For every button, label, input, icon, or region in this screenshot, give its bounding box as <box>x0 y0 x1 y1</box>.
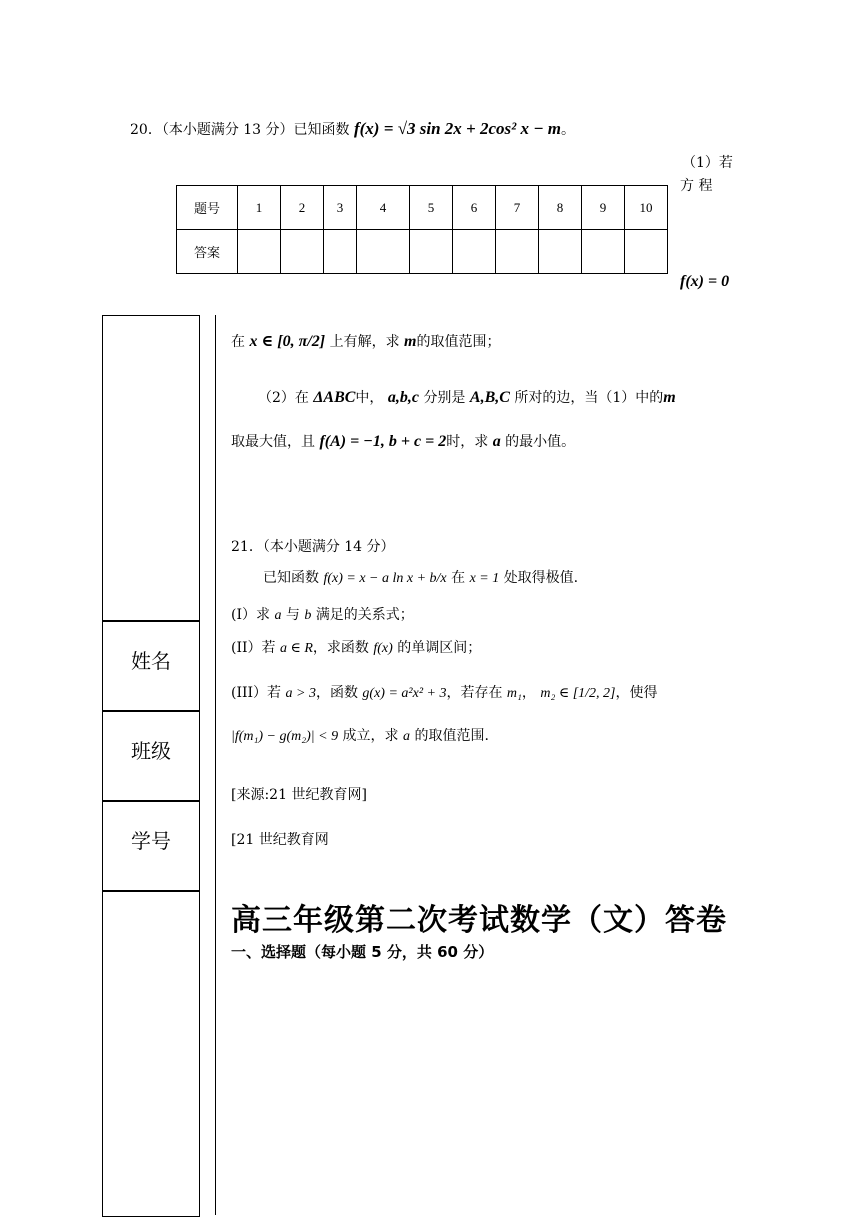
answer-cell[interactable] <box>453 230 496 274</box>
q20-part2-line2-b: 时，求 <box>446 434 489 450</box>
student-id-box <box>102 800 200 892</box>
class-label: 班级 <box>131 739 171 763</box>
q21-part3-inequality: |f(m₁) − g(m₂)| < 9 <box>231 729 339 744</box>
q21-header: 21．（本小题满分 14 分） <box>231 539 395 555</box>
class-box <box>102 710 200 802</box>
table-cell-number: 9 <box>582 186 625 230</box>
q20-part1-post: 上有解，求 <box>329 334 400 350</box>
table-cell-number: 6 <box>453 186 496 230</box>
q20-part2-angles: A,B,C <box>469 389 510 406</box>
q21-part3-d: ， <box>521 685 536 701</box>
q21-intro-b: 在 <box>451 570 466 586</box>
q21-part2-function: f(x) <box>373 641 393 656</box>
q21-intro-point: x = 1 <box>469 571 500 586</box>
q20-part2-line2-c: 的最小值。 <box>505 434 576 450</box>
q20-side-equation: f(x) = 0 <box>680 273 730 290</box>
q21-intro-a: 已知函数 <box>263 570 319 586</box>
source-note-1: [来源:21 世纪教育网] <box>231 787 367 803</box>
q21-part2-a: (II）若 <box>231 640 276 656</box>
q20-part2-line1 <box>258 387 676 407</box>
q21-part3-line2 <box>231 725 489 745</box>
q20-side-line1: （1）若 <box>682 155 733 171</box>
q21-part3-m1: m₁ <box>506 686 522 701</box>
q20-part2-d: 所对的边，当（1）中的 <box>514 390 664 406</box>
q21-part3-e: ，使得 <box>615 685 658 701</box>
q21-intro <box>263 567 578 587</box>
q21-part3-c: ，若存在 <box>446 685 503 701</box>
table-header-answer: 答案 <box>177 230 238 274</box>
name-label: 姓名 <box>131 649 171 673</box>
q20-header <box>130 119 575 139</box>
q20-part2-condition: f(A) = −1, b + c = 2 <box>319 433 447 450</box>
table-cell-number: 10 <box>625 186 668 230</box>
answer-table-answer-row <box>177 230 668 274</box>
answer-cell[interactable] <box>357 230 410 274</box>
table-cell-number: 2 <box>281 186 324 230</box>
answer-cell[interactable] <box>539 230 582 274</box>
q21-part1-c: 满足的关系式； <box>315 607 414 623</box>
q20-part2-line2 <box>231 431 575 451</box>
q21-part3-f: 成立，求 <box>342 728 399 744</box>
table-cell-number: 4 <box>357 186 410 230</box>
q21-part1-var-a: a <box>274 608 282 623</box>
q20-part1 <box>231 331 501 351</box>
q20-side-line2: 方 程 <box>680 178 713 194</box>
q21-part3-line1 <box>231 682 658 702</box>
q21-part2 <box>231 637 481 657</box>
q21-part3-m2: m₂ ∈ [1/2, 2] <box>540 686 616 701</box>
q21-intro-function: f(x) = x − a ln x + b/x <box>323 571 447 586</box>
q20-part2-b: 中， <box>355 390 384 406</box>
student-id-label: 学号 <box>131 829 171 853</box>
answer-cell[interactable] <box>625 230 668 274</box>
answer-cell[interactable] <box>582 230 625 274</box>
q21-part2-c: 的单调区间； <box>397 640 482 656</box>
section-heading: 一、选择题（每小题 5 分，共 60 分） <box>231 943 494 961</box>
q20-part2-c: 分别是 <box>423 390 466 406</box>
binding-box-bottom <box>102 890 200 1217</box>
answer-sheet-title: 高三年级第二次考试数学（文）答卷 <box>231 903 727 938</box>
answer-cell[interactable] <box>496 230 539 274</box>
binding-line <box>215 315 216 1215</box>
table-cell-number: 5 <box>410 186 453 230</box>
q20-part1-var: m <box>404 333 417 350</box>
table-header-number: 题号 <box>177 186 238 230</box>
q21-part1-var-b: b <box>304 608 312 623</box>
q20-part2-a: （2）在 <box>258 390 309 406</box>
q21-part3-condition: a > 3 <box>285 686 316 701</box>
q21-part3-g: 的取值范围. <box>414 728 489 744</box>
q21-part1-a: (I）求 <box>231 607 270 623</box>
q21-part3-a: (III）若 <box>231 685 282 701</box>
q21-part3-function: g(x) = a²x² + 3 <box>362 686 447 701</box>
binding-box-top <box>102 315 200 622</box>
q20-period: 。 <box>561 122 575 138</box>
q20-function: f(x) = √3 sin 2x + 2cos² x − m <box>353 119 561 138</box>
q20-part2-m: m <box>663 389 676 406</box>
q21-intro-c: 处取得极值. <box>503 570 579 586</box>
q21-part2-b: ，求函数 <box>312 640 369 656</box>
table-cell-number: 7 <box>496 186 539 230</box>
q20-part2-line2-a: 取最大值，且 <box>231 434 315 450</box>
q20-part2-sides: a,b,c <box>387 389 419 406</box>
q20-part1-end: 的取值范围； <box>416 334 501 350</box>
table-cell-number: 8 <box>539 186 582 230</box>
q20-header-text: 20．（本小题满分 13 分）已知函数 <box>130 122 350 138</box>
answer-cell[interactable] <box>410 230 453 274</box>
q21-part1-b: 与 <box>285 607 300 623</box>
q21-part3-b: ，函数 <box>315 685 358 701</box>
answer-table <box>176 185 668 274</box>
q20-part2-var: a <box>492 433 501 450</box>
q21-part2-condition: a ∈ R <box>279 641 313 656</box>
q21-part3-var: a <box>403 729 410 744</box>
answer-cell[interactable] <box>324 230 357 274</box>
q21-part1 <box>231 604 414 624</box>
answer-table-number-row <box>177 186 668 230</box>
name-box <box>102 620 200 712</box>
table-cell-number: 3 <box>324 186 357 230</box>
q20-part1-condition: x ∈ [0, π/2] <box>249 333 326 350</box>
q20-part2-triangle: ΔABC <box>313 389 356 406</box>
source-note-2: [21 世纪教育网 <box>231 832 329 848</box>
q20-part1-pre: 在 <box>231 334 245 350</box>
answer-cell[interactable] <box>281 230 324 274</box>
table-cell-number: 1 <box>238 186 281 230</box>
answer-cell[interactable] <box>238 230 281 274</box>
